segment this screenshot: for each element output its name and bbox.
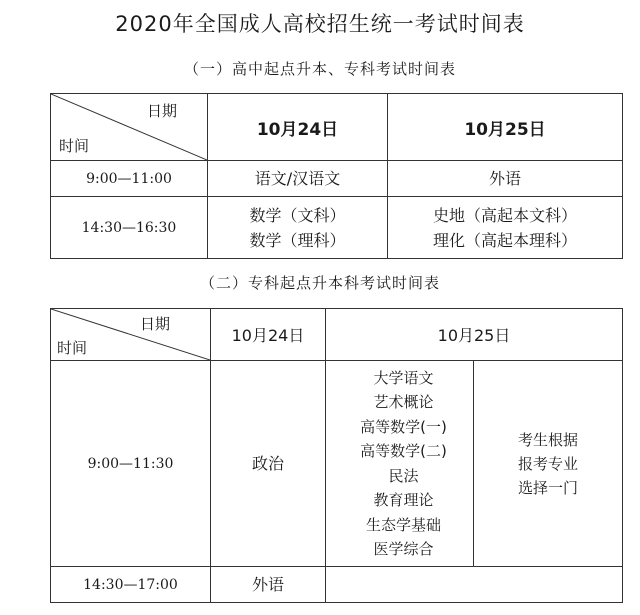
exam-subject-cell	[388, 197, 623, 259]
time-slot: 9:00—11:00	[51, 161, 208, 197]
exam-subject: 外语	[211, 567, 326, 603]
exam-subject: 大学语文	[373, 368, 434, 387]
exam-subject: 医学综合	[373, 540, 434, 558]
empty-cell	[326, 567, 623, 603]
schedule-table-1	[50, 93, 623, 259]
selection-note	[474, 361, 623, 567]
section1-subtitle: （一）高中起点升本、专科考试时间表	[183, 60, 456, 78]
exam-subject: 教育理论	[373, 491, 434, 509]
exam-subject: 高等数学(二)	[360, 442, 447, 460]
note-line: 考生根据	[518, 430, 579, 449]
exam-subject: 数学（文科）	[249, 205, 346, 225]
exam-subject: 史地（高起本文科）	[432, 205, 577, 225]
header-date-label: 日期	[139, 315, 170, 333]
note-line: 选择一门	[518, 478, 579, 497]
exam-subject: 数学（理科）	[249, 230, 346, 250]
exam-subject: 理化（高起本理科）	[432, 230, 577, 250]
exam-subject: 高等数学(一)	[360, 417, 447, 436]
schedule-table-2	[50, 308, 623, 603]
exam-subject-cell	[208, 197, 388, 259]
date-header: 10月25日	[388, 94, 623, 161]
exam-subject-list	[326, 361, 474, 567]
page-title: 2020年全国成人高校招生统一考试时间表	[115, 12, 525, 36]
header-time-label: 时间	[59, 137, 90, 155]
header-date-label: 日期	[146, 102, 177, 120]
date-header: 10月24日	[208, 94, 388, 161]
header-corner-cell	[51, 94, 208, 161]
time-slot: 14:30—17:00	[51, 567, 211, 603]
date-header: 10月25日	[326, 309, 623, 361]
time-slot: 14:30—16:30	[51, 197, 208, 259]
header-corner-cell	[51, 309, 211, 361]
time-slot: 9:00—11:30	[51, 361, 211, 567]
section2-subtitle: （二）专科起点升本科考试时间表	[199, 274, 440, 292]
exam-subject: 民法	[388, 466, 419, 485]
exam-subject: 政治	[211, 361, 326, 567]
date-header: 10月24日	[211, 309, 326, 361]
header-time-label: 时间	[57, 339, 88, 357]
note-line: 报考专业	[518, 454, 579, 473]
exam-subject: 生态学基础	[365, 515, 441, 534]
exam-subject: 艺术概论	[373, 393, 434, 411]
exam-subject: 外语	[388, 161, 623, 197]
exam-subject: 语文/汉语文	[208, 161, 388, 197]
